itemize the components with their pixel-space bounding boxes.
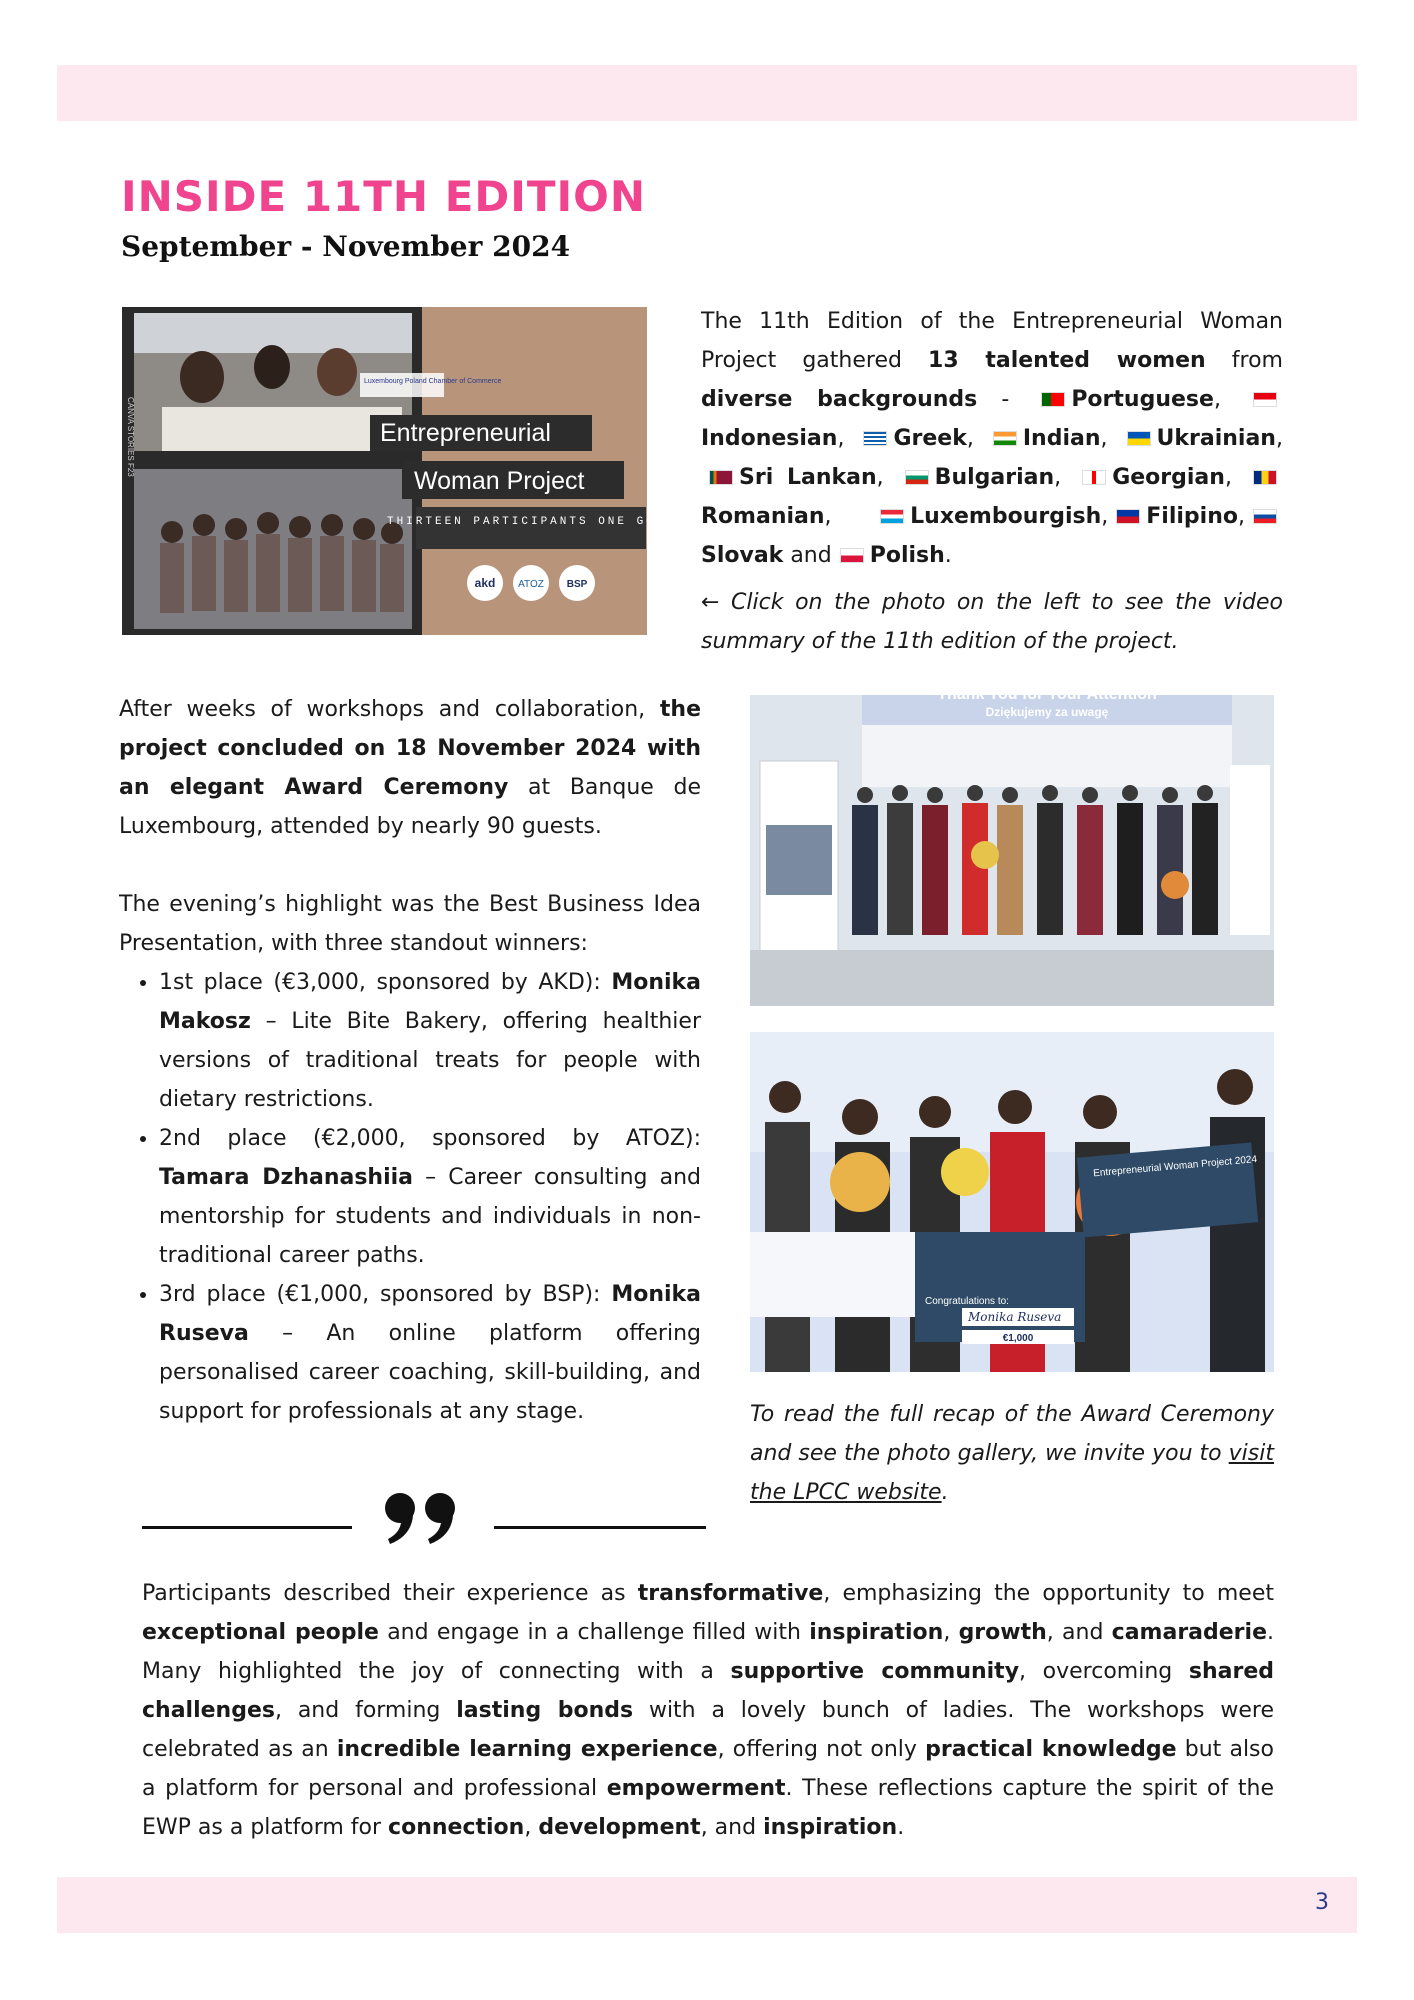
winners-list (119, 963, 701, 1431)
ceremony-screen-subtitle: Dziękujemy za uwagę (985, 705, 1109, 719)
hero-tagline: THIRTEEN PARTICIPANTS ONE GOAL (386, 516, 676, 528)
highlight-term: camaraderie (1111, 1620, 1267, 1645)
video-note: ← Click on the photo on the left to see the video summary of the 11th edition of the project. (701, 590, 1283, 654)
divider-right (494, 1526, 706, 1529)
intro-paragraph: The 11th Edition of the Entrepreneurial Woman Project gathered 13 talented women from diverse backgrounds - Portuguese, Indonesian, Greek, Indian, Ukrainian, Sri Lankan, Bulgarian, Georgian, Romanian, Luxembourgish, Filipino,Slovak and Polish. ← Click on the photo on the left to see the video summary of the 11th edition of the project. (701, 302, 1283, 661)
indonesia-flag-icon (1253, 392, 1277, 407)
ceremony-paragraph: After weeks of workshops and collaboration, the project concluded on 18 November 2024 with an elegant Award Ceremony at Banque de Luxembourg, attended by nearly 90 guests. (119, 697, 701, 839)
winners-board-label: Entrepreneurial Woman Project 2024 (1092, 1154, 1258, 1180)
sponsor-atoz-logo: ATOZ (518, 579, 544, 590)
highlight-term: practical knowledge (925, 1737, 1177, 1762)
project-video-thumbnail[interactable] (122, 307, 676, 635)
check-name: Monika Ruseva (968, 1310, 1062, 1324)
ukraine-flag-icon (1127, 431, 1151, 446)
india-flag-icon (993, 431, 1017, 446)
check-greeting: Congratulations to: (925, 1296, 1009, 1307)
ceremony-screen-title: Thank You for Your Attention (937, 686, 1157, 703)
highlight-term: exceptional people (142, 1620, 379, 1645)
sponsor-logos (467, 565, 595, 601)
poland-flag-icon (840, 548, 864, 563)
luxembourg-flag-icon (880, 509, 904, 524)
highlight-term: incredible learning experience (336, 1737, 718, 1762)
ceremony-group-photo (750, 686, 1274, 1006)
list-item: • 2nd place (€2,000, sponsored by ATOZ): Tamara Dzhanashiia – Career consulting and mentorship for students and individuals in non-traditional career paths. (159, 1119, 701, 1275)
top-decorative-band (57, 65, 1357, 121)
philippines-flag-icon (1116, 509, 1140, 524)
winners-photo (750, 1032, 1274, 1372)
sponsor-bsp-logo: BSP (566, 579, 588, 590)
page-subtitle: September - November 2024 (121, 230, 571, 263)
highlight-term: empowerment (606, 1776, 786, 1801)
page-number: 3 (1315, 1890, 1329, 1915)
sri-lanka-flag-icon (709, 470, 733, 485)
highlight-paragraph: The evening’s highlight was the Best Business Idea Presentation, with three standout winners: (119, 892, 701, 956)
greece-flag-icon (863, 431, 887, 446)
georgia-flag-icon (1082, 470, 1106, 485)
highlight-term: inspiration (809, 1620, 944, 1645)
ceremony-section (119, 690, 701, 1431)
photo-caption: To read the full recap of the Award Ceremony and see the photo gallery, we invite you to visit the LPCC website. (750, 1402, 1274, 1505)
highlight-term: inspiration (763, 1815, 898, 1840)
bottom-decorative-band (57, 1877, 1357, 1933)
hero-title-line2: Woman Project (414, 467, 585, 495)
highlight-term: connection (388, 1815, 525, 1840)
divider-left (142, 1526, 352, 1529)
page-title: INSIDE 11TH EDITION (121, 172, 647, 221)
highlight-term: growth (958, 1620, 1047, 1645)
chamber-label: Luxembourg Poland Chamber of Commerce (364, 378, 502, 385)
hero-title-line1: Entrepreneurial (380, 419, 551, 447)
quote-icon (380, 1488, 464, 1548)
participants-reflection: Participants described their experience as transformative, emphasizing the opportunity to meet exceptional people and engage in a challenge filled with inspiration, growth, and camaraderie. Many highlighted the joy of connecting with a supportive community, overcoming shared challenges, and forming lasting bonds with a lovely bunch of ladies. The workshops were celebrated as an incredible learning experience, offering not only practical knowledge but also a platform for personal and professional empowerment. These reflections capture the spirit of the EWP as a platform for connection, development, and inspiration. (142, 1581, 1275, 1840)
romania-flag-icon (1253, 470, 1277, 485)
sponsor-akd-logo: akd (474, 576, 496, 590)
highlight-term: supportive community (730, 1659, 1020, 1684)
highlight-term: shared challenges (142, 1659, 1275, 1723)
highlight-term: development (538, 1815, 701, 1840)
list-item: • 1st place (€3,000, sponsored by AKD): Monika Makosz – Lite Bite Bakery, offering healthier versions of traditional treats for people with dietary restrictions. (159, 963, 701, 1119)
list-item: • 3rd place (€1,000, sponsored by BSP): Monika Ruseva – An online platform offering personalised career coaching, skill-building, and support for professionals at any stage. (159, 1275, 701, 1431)
highlight-term: lasting bonds (456, 1698, 634, 1723)
portugal-flag-icon (1041, 392, 1065, 407)
check-amount: €1,000 (1002, 1333, 1034, 1344)
side-label: CANVA STORIES F23 (126, 397, 135, 477)
highlight-term: transformative (637, 1581, 824, 1606)
lpcc-website-link[interactable]: visit the LPCC website (750, 1441, 1274, 1505)
bulgaria-flag-icon (905, 470, 929, 485)
slovakia-flag-icon (1253, 509, 1277, 524)
